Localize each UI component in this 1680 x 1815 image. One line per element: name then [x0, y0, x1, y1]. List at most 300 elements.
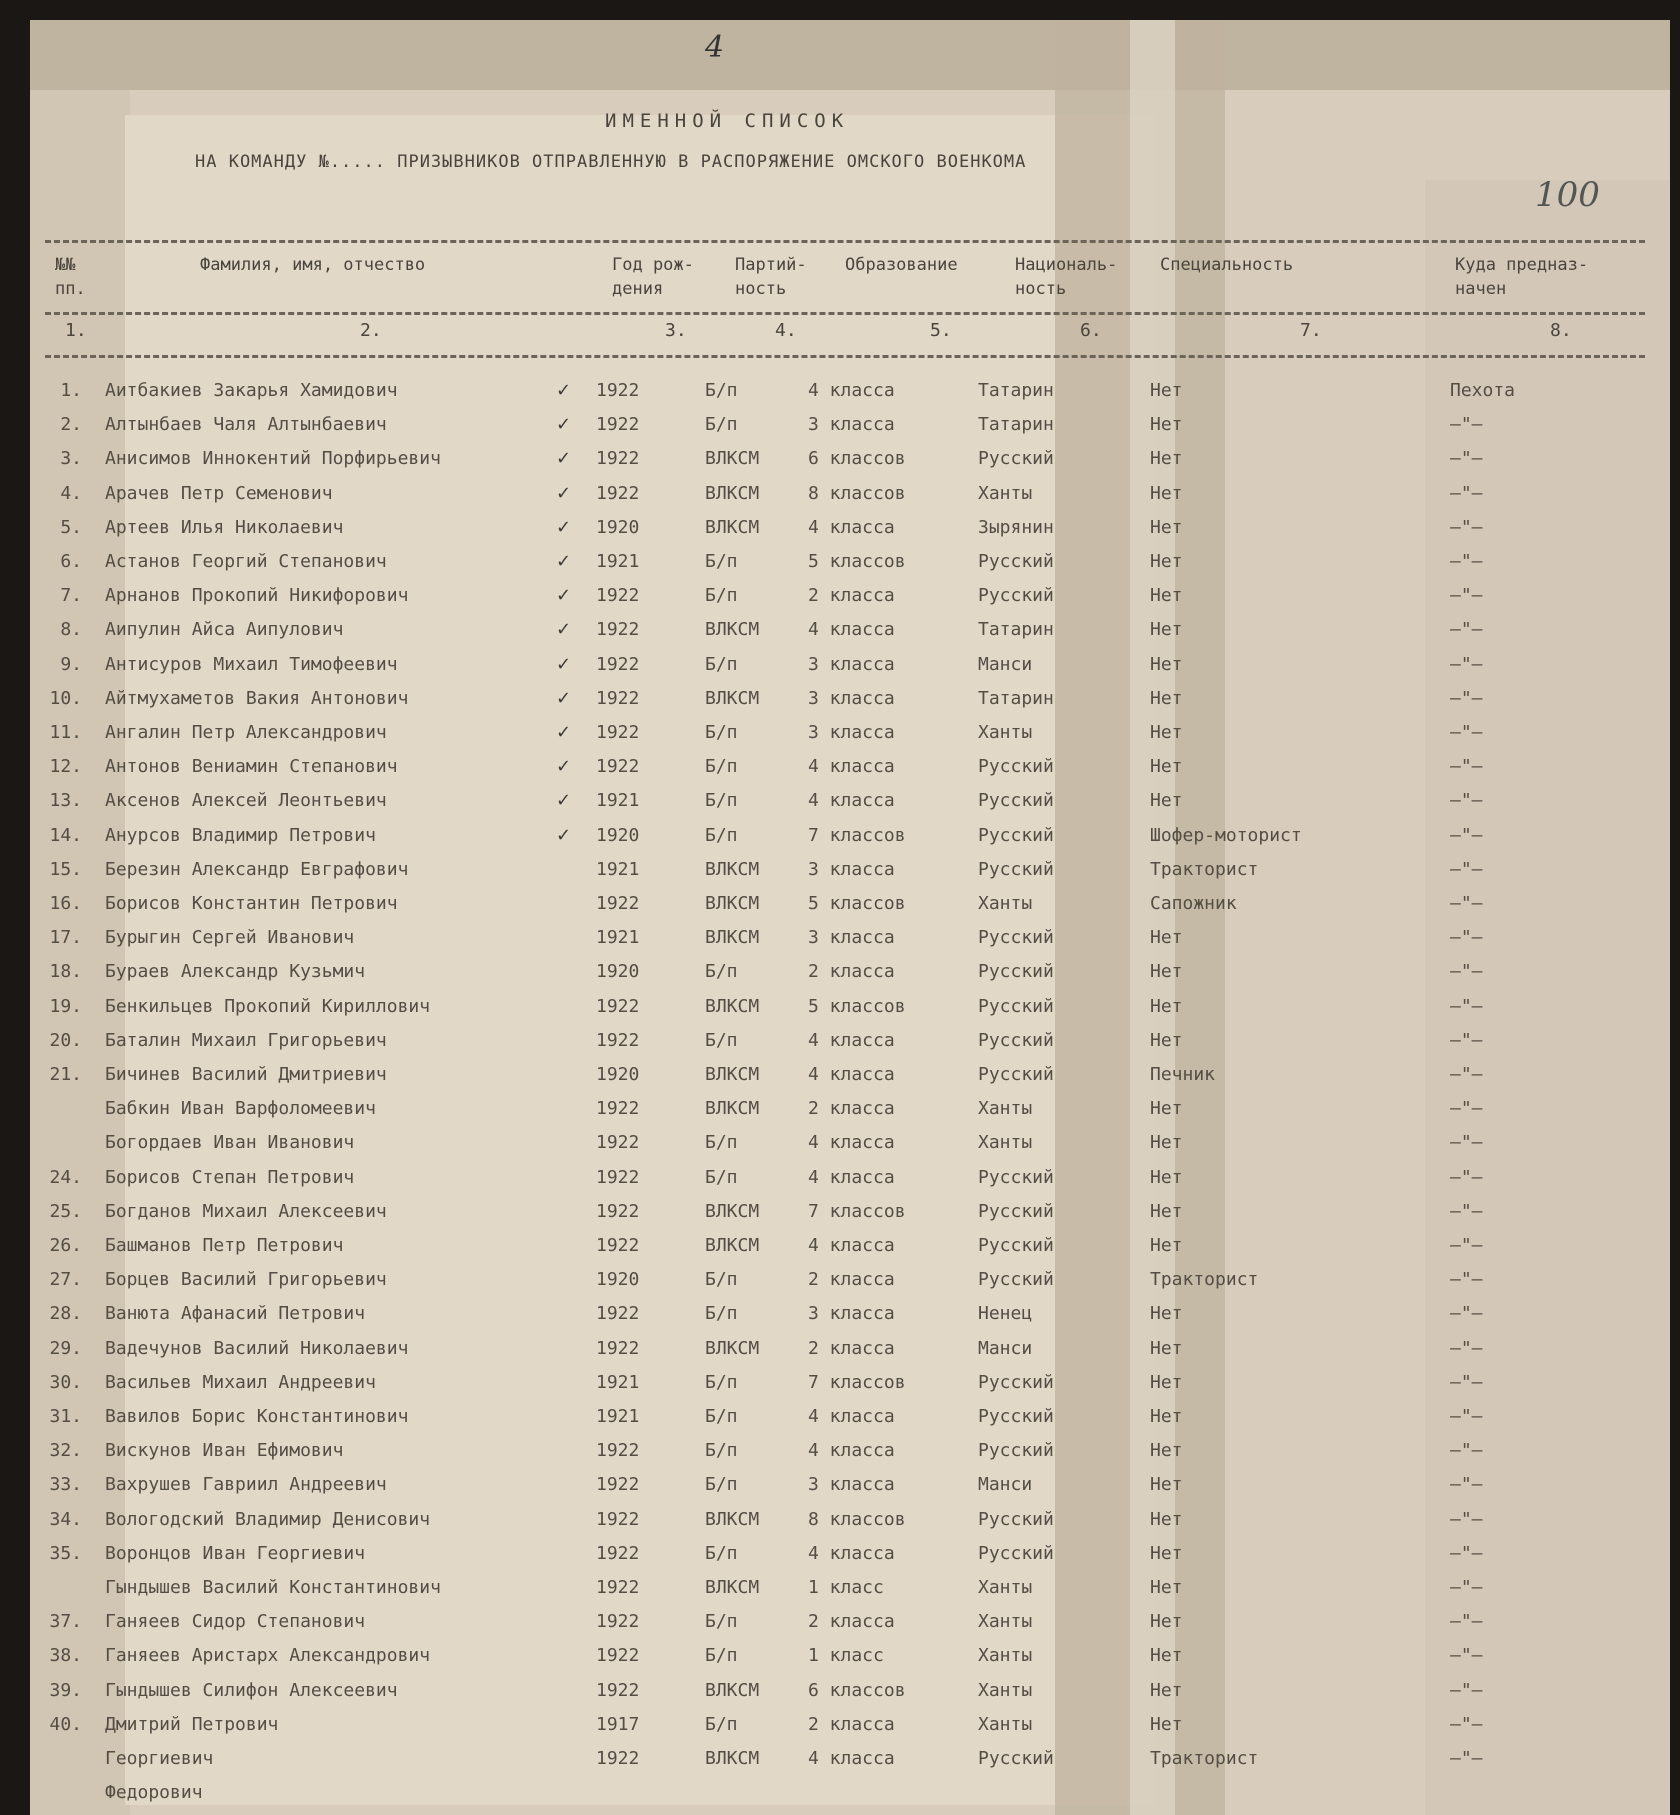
row-specialty: Тракторист	[1150, 1269, 1259, 1291]
row-checkmark: ✓	[556, 722, 572, 743]
top-tape	[30, 20, 1670, 90]
col-header-nat: Националь- ность	[1015, 255, 1118, 299]
row-number: 17.	[49, 927, 82, 949]
row-nationality: Зырянин	[978, 516, 1054, 538]
row-nationality: Русский	[978, 1269, 1054, 1291]
row-name: Вологодский Владимир Денисович	[105, 1508, 431, 1530]
row-number: 26.	[49, 1235, 82, 1256]
row-nationality: Ханты	[978, 1645, 1033, 1667]
row-specialty: Нет	[1150, 1406, 1183, 1427]
row-nationality: Русский	[978, 1166, 1054, 1188]
table-row	[0, 380, 1680, 410]
row-checkmark: ✓	[556, 619, 572, 641]
row-education: 7 классов	[808, 1371, 906, 1393]
row-destination: —"—	[1450, 995, 1483, 1017]
row-specialty: Нет	[1150, 619, 1183, 641]
row-destination: —"—	[1450, 722, 1483, 743]
table-row	[0, 961, 1680, 991]
row-name: Анисимов Иннокентий Порфирьевич	[105, 448, 441, 470]
row-checkmark: ✓	[556, 516, 572, 538]
row-destination: —"—	[1450, 448, 1483, 470]
row-name: Баталин Михаил Григорьевич	[105, 1029, 387, 1051]
table-row	[0, 1782, 1680, 1812]
rule-bottom	[45, 355, 1645, 358]
row-education: 7 классов	[808, 824, 906, 846]
row-destination: —"—	[1450, 687, 1483, 709]
row-name: Аксенов Алексей Леонтьевич	[105, 790, 387, 812]
row-party: ВЛКСМ	[705, 1200, 760, 1222]
row-birth-year: 1922	[596, 687, 640, 709]
colnum-4: 4.	[775, 320, 797, 341]
row-education: 4 класса	[808, 1440, 895, 1462]
row-destination: —"—	[1450, 756, 1483, 778]
row-specialty: Сапожник	[1150, 893, 1237, 914]
row-checkmark: ✓	[556, 380, 572, 401]
row-name: Айтмухаметов Вакия Антонович	[105, 687, 409, 709]
row-specialty: Тракторист	[1150, 858, 1259, 880]
row-nationality: Русский	[978, 790, 1054, 812]
row-education: 3 класса	[808, 927, 895, 949]
row-education: 4 класса	[808, 1132, 895, 1154]
row-destination: —"—	[1450, 1200, 1483, 1222]
row-destination: —"—	[1450, 1235, 1483, 1256]
table-row	[0, 722, 1680, 752]
row-specialty: Нет	[1150, 1098, 1183, 1120]
table-row	[0, 1269, 1680, 1299]
row-specialty: Нет	[1150, 687, 1183, 709]
row-number: 18.	[49, 961, 82, 983]
row-party: Б/п	[705, 551, 738, 572]
row-party: Б/п	[705, 1713, 738, 1735]
row-party: Б/п	[705, 1269, 738, 1291]
row-destination: —"—	[1450, 1166, 1483, 1188]
row-name: Борисов Степан Петрович	[105, 1166, 355, 1188]
row-nationality: Манси	[978, 653, 1033, 675]
row-party: Б/п	[705, 1371, 738, 1393]
table-row	[0, 927, 1680, 957]
row-party: ВЛКСМ	[705, 893, 760, 914]
row-party: Б/п	[705, 1303, 738, 1325]
row-number: 25.	[49, 1200, 82, 1222]
row-nationality: Русский	[978, 1371, 1054, 1393]
row-nationality: Русский	[978, 961, 1054, 983]
row-party: ВЛКСМ	[705, 516, 760, 538]
col-header-party: Партий- ность	[735, 255, 807, 299]
row-specialty: Нет	[1150, 1029, 1183, 1051]
row-nationality: Татарин	[978, 687, 1054, 709]
table-row	[0, 688, 1680, 718]
row-specialty: Нет	[1150, 1303, 1183, 1325]
row-nationality: Ханты	[978, 893, 1033, 914]
row-birth-year: 1922	[596, 995, 640, 1017]
row-education: 3 класса	[808, 1474, 895, 1496]
row-checkmark: ✓	[556, 824, 572, 846]
row-name: Вавилов Борис Константинович	[105, 1406, 409, 1427]
row-nationality: Русский	[978, 1029, 1054, 1051]
row-party: ВЛКСМ	[705, 1679, 760, 1701]
row-education: 1 класс	[808, 1645, 884, 1667]
row-birth-year: 1920	[596, 516, 640, 538]
row-education: 4 класса	[808, 1235, 895, 1256]
row-specialty: Нет	[1150, 380, 1183, 401]
row-name: Гындышев Силифон Алексеевич	[105, 1679, 398, 1701]
row-name: Васильев Михаил Андреевич	[105, 1371, 376, 1393]
row-number: 30.	[49, 1371, 82, 1393]
table-row	[0, 1303, 1680, 1333]
row-party: Б/п	[705, 1611, 738, 1633]
row-specialty: Нет	[1150, 1713, 1183, 1735]
row-party: ВЛКСМ	[705, 927, 760, 949]
table-row	[0, 414, 1680, 444]
row-specialty: Нет	[1150, 790, 1183, 812]
colnum-6: 6.	[1080, 320, 1102, 341]
row-number: 2.	[60, 414, 82, 436]
row-nationality: Русский	[978, 448, 1054, 470]
row-destination: —"—	[1450, 1132, 1483, 1154]
row-nationality: Татарин	[978, 619, 1054, 641]
row-birth-year: 1921	[596, 1406, 640, 1427]
table-row	[0, 1064, 1680, 1094]
row-number: 19.	[49, 995, 82, 1017]
row-number: 28.	[49, 1303, 82, 1325]
row-specialty: Нет	[1150, 961, 1183, 983]
row-nationality: Русский	[978, 1748, 1054, 1769]
row-checkmark: ✓	[556, 551, 572, 572]
row-nationality: Русский	[978, 858, 1054, 880]
row-education: 8 классов	[808, 482, 906, 504]
row-destination: —"—	[1450, 1679, 1483, 1701]
row-destination: —"—	[1450, 653, 1483, 675]
row-education: 2 класса	[808, 585, 895, 607]
row-specialty: Шофер-моторист	[1150, 824, 1302, 846]
row-nationality: Ханты	[978, 1611, 1033, 1633]
row-name: Башманов Петр Петрович	[105, 1235, 344, 1256]
row-name: Аипулин Айса Аипулович	[105, 619, 344, 641]
row-checkmark: ✓	[556, 414, 572, 436]
table-row	[0, 1201, 1680, 1231]
row-name: Ванюта Афанасий Петрович	[105, 1303, 366, 1325]
row-destination: Пехота	[1450, 380, 1516, 401]
row-education: 4 класса	[808, 1029, 895, 1051]
row-party: Б/п	[705, 1440, 738, 1462]
row-party: ВЛКСМ	[705, 619, 760, 641]
table-row	[0, 517, 1680, 547]
row-specialty: Нет	[1150, 585, 1183, 607]
row-birth-year: 1922	[596, 1303, 640, 1325]
row-name: Арнанов Прокопий Никифорович	[105, 585, 409, 607]
row-name: Антонов Вениамин Степанович	[105, 756, 398, 778]
row-education: 7 классов	[808, 1200, 906, 1222]
row-destination: —"—	[1450, 1474, 1483, 1496]
row-destination: —"—	[1450, 1440, 1483, 1462]
row-number: 32.	[49, 1440, 82, 1462]
row-destination: —"—	[1450, 551, 1483, 572]
row-education: 4 класса	[808, 619, 895, 641]
row-number: 40.	[49, 1713, 82, 1735]
row-birth-year: 1920	[596, 1269, 640, 1291]
row-party: Б/п	[705, 824, 738, 846]
row-nationality: Ханты	[978, 1098, 1033, 1120]
row-destination: —"—	[1450, 1645, 1483, 1667]
row-party: ВЛКСМ	[705, 858, 760, 880]
row-birth-year: 1922	[596, 1542, 640, 1564]
row-number: 21.	[49, 1064, 82, 1085]
row-nationality: Ханты	[978, 1577, 1033, 1598]
table-row	[0, 1372, 1680, 1402]
row-party: ВЛКСМ	[705, 482, 760, 504]
row-specialty: Печник	[1150, 1064, 1216, 1085]
row-education: 3 класса	[808, 653, 895, 675]
row-destination: —"—	[1450, 1029, 1483, 1051]
row-birth-year: 1922	[596, 1098, 640, 1120]
row-party: Б/п	[705, 653, 738, 675]
row-education: 2 класса	[808, 1713, 895, 1735]
colnum-1: 1.	[65, 320, 87, 341]
row-nationality: Русский	[978, 1235, 1054, 1256]
table-row	[0, 585, 1680, 615]
row-party: Б/п	[705, 380, 738, 401]
row-destination: —"—	[1450, 1748, 1483, 1769]
row-destination: —"—	[1450, 516, 1483, 538]
row-nationality: Русский	[978, 585, 1054, 607]
row-specialty: Нет	[1150, 927, 1183, 949]
row-number: 14.	[49, 824, 82, 846]
table-row	[0, 1440, 1680, 1470]
table-row	[0, 1611, 1680, 1641]
row-specialty: Нет	[1150, 482, 1183, 504]
row-birth-year: 1922	[596, 653, 640, 675]
row-specialty: Нет	[1150, 1371, 1183, 1393]
row-name: Вадечунов Василий Николаевич	[105, 1337, 409, 1359]
row-nationality: Татарин	[978, 414, 1054, 436]
row-destination: —"—	[1450, 1303, 1483, 1325]
row-party: Б/п	[705, 414, 738, 436]
row-destination: —"—	[1450, 927, 1483, 949]
row-birth-year: 1920	[596, 824, 640, 846]
row-checkmark: ✓	[556, 585, 572, 607]
row-birth-year: 1922	[596, 1166, 640, 1188]
table-row	[0, 551, 1680, 581]
row-nationality: Русский	[978, 1508, 1054, 1530]
row-party: Б/п	[705, 790, 738, 812]
row-specialty: Нет	[1150, 756, 1183, 778]
col-header-spec: Специальность	[1160, 255, 1294, 275]
row-nationality: Татарин	[978, 380, 1054, 401]
row-number: 1.	[60, 380, 82, 401]
row-name: Бенкильцев Прокопий Кириллович	[105, 995, 431, 1017]
row-nationality: Ханты	[978, 722, 1033, 743]
row-birth-year: 1922	[596, 756, 640, 778]
colnum-3: 3.	[665, 320, 687, 341]
folio-number: 100	[1535, 175, 1600, 215]
row-destination: —"—	[1450, 1098, 1483, 1120]
row-name: Вискунов Иван Ефимович	[105, 1440, 344, 1462]
row-birth-year: 1922	[596, 1611, 640, 1633]
row-party: ВЛКСМ	[705, 1337, 760, 1359]
row-birth-year: 1920	[596, 961, 640, 983]
row-party: ВЛКСМ	[705, 1235, 760, 1256]
row-birth-year: 1922	[596, 1508, 640, 1530]
row-name: Березин Александр Евграфович	[105, 858, 409, 880]
row-checkmark: ✓	[556, 448, 572, 470]
row-number: 33.	[49, 1474, 82, 1496]
table-row	[0, 893, 1680, 923]
row-number: 4.	[60, 482, 82, 504]
row-birth-year: 1921	[596, 1371, 640, 1393]
row-nationality: Манси	[978, 1337, 1033, 1359]
row-education: 4 класса	[808, 380, 895, 401]
row-number: 37.	[49, 1611, 82, 1633]
colnum-5: 5.	[930, 320, 952, 341]
row-education: 3 класса	[808, 1303, 895, 1325]
row-name: Вахрушев Гавриил Андреевич	[105, 1474, 387, 1496]
row-specialty: Нет	[1150, 1337, 1183, 1359]
row-birth-year: 1921	[596, 551, 640, 572]
table-row	[0, 1680, 1680, 1710]
row-name: Воронцов Иван Георгиевич	[105, 1542, 366, 1564]
row-birth-year: 1922	[596, 1748, 640, 1769]
row-checkmark: ✓	[556, 756, 572, 778]
table-row	[0, 654, 1680, 684]
col-header-edu: Образование	[845, 255, 958, 275]
row-party: Б/п	[705, 1542, 738, 1564]
row-checkmark: ✓	[556, 653, 572, 675]
row-number: 10.	[49, 687, 82, 709]
row-birth-year: 1922	[596, 482, 640, 504]
row-birth-year: 1922	[596, 380, 640, 401]
row-name: Дмитрий Петрович	[105, 1713, 279, 1735]
row-education: 6 классов	[808, 1679, 906, 1701]
row-education: 2 класса	[808, 1098, 895, 1120]
row-specialty: Тракторист	[1150, 1748, 1259, 1769]
table-row	[0, 1645, 1680, 1675]
colnum-2: 2.	[360, 320, 382, 341]
row-birth-year: 1922	[596, 1577, 640, 1598]
row-birth-year: 1922	[596, 1679, 640, 1701]
row-nationality: Русский	[978, 551, 1054, 572]
row-destination: —"—	[1450, 961, 1483, 983]
row-education: 2 класса	[808, 1611, 895, 1633]
table-row	[0, 859, 1680, 889]
row-checkmark: ✓	[556, 482, 572, 504]
page-mark: 4	[705, 30, 725, 65]
row-name: Бурыгин Сергей Иванович	[105, 927, 355, 949]
row-specialty: Нет	[1150, 722, 1183, 743]
table-row	[0, 1474, 1680, 1504]
row-name: Антисуров Михаил Тимофеевич	[105, 653, 398, 675]
table-row	[0, 790, 1680, 820]
row-birth-year: 1922	[596, 1474, 640, 1496]
row-education: 4 класса	[808, 1166, 895, 1188]
table-row	[0, 996, 1680, 1026]
row-specialty: Нет	[1150, 516, 1183, 538]
row-education: 3 класса	[808, 687, 895, 709]
row-name: Ангалин Петр Александрович	[105, 722, 387, 743]
row-education: 4 класса	[808, 1748, 895, 1769]
row-number: 12.	[49, 756, 82, 778]
row-birth-year: 1922	[596, 414, 640, 436]
row-nationality: Манси	[978, 1474, 1033, 1496]
row-destination: —"—	[1450, 619, 1483, 641]
row-specialty: Нет	[1150, 1166, 1183, 1188]
row-birth-year: 1922	[596, 722, 640, 743]
row-party: ВЛКСМ	[705, 687, 760, 709]
table-row	[0, 1235, 1680, 1265]
row-number: 38.	[49, 1645, 82, 1667]
row-party: ВЛКСМ	[705, 1064, 760, 1085]
col-header-num: №№ пп.	[55, 255, 86, 299]
row-destination: —"—	[1450, 585, 1483, 607]
row-destination: —"—	[1450, 1337, 1483, 1359]
table-row	[0, 756, 1680, 786]
row-specialty: Нет	[1150, 1508, 1183, 1530]
row-specialty: Нет	[1150, 448, 1183, 470]
row-name: Федорович	[105, 1782, 203, 1804]
row-party: Б/п	[705, 1406, 738, 1427]
row-education: 4 класса	[808, 1542, 895, 1564]
row-education: 3 класса	[808, 858, 895, 880]
row-destination: —"—	[1450, 1542, 1483, 1564]
row-party: ВЛКСМ	[705, 1748, 760, 1769]
rule-mid	[45, 312, 1645, 315]
row-birth-year: 1921	[596, 927, 640, 949]
row-name: Алтынбаев Чаля Алтынбаевич	[105, 414, 387, 436]
row-nationality: Русский	[978, 1200, 1054, 1222]
row-destination: —"—	[1450, 824, 1483, 846]
row-nationality: Ханты	[978, 1679, 1033, 1701]
document-title: ИМЕННОЙ СПИСОК	[605, 110, 850, 132]
row-birth-year: 1920	[596, 1064, 640, 1085]
row-education: 2 класса	[808, 961, 895, 983]
row-destination: —"—	[1450, 1269, 1483, 1291]
row-education: 4 класса	[808, 1406, 895, 1427]
row-number: 35.	[49, 1542, 82, 1564]
table-row	[0, 1577, 1680, 1607]
table-row	[0, 448, 1680, 478]
row-party: ВЛКСМ	[705, 1577, 760, 1598]
row-specialty: Нет	[1150, 1474, 1183, 1496]
row-destination: —"—	[1450, 1064, 1483, 1085]
row-party: Б/п	[705, 1166, 738, 1188]
document-subtitle: НА КОМАНДУ №..... ПРИЗЫВНИКОВ ОТПРАВЛЕННУЮ В РАСПОРЯЖЕНИЕ ОМСКОГО ВОЕНКОМА	[195, 152, 1027, 172]
row-education: 2 класса	[808, 1269, 895, 1291]
row-number: 29.	[49, 1337, 82, 1359]
row-party: Б/п	[705, 1474, 738, 1496]
row-party: ВЛКСМ	[705, 448, 760, 470]
row-specialty: Нет	[1150, 653, 1183, 675]
row-number: 15.	[49, 858, 82, 880]
row-education: 4 класса	[808, 516, 895, 538]
row-birth-year: 1922	[596, 619, 640, 641]
row-specialty: Нет	[1150, 1200, 1183, 1222]
row-birth-year: 1922	[596, 1645, 640, 1667]
row-nationality: Русский	[978, 927, 1054, 949]
row-destination: —"—	[1450, 893, 1483, 914]
col-header-year: Год рож- дения	[612, 255, 694, 299]
row-nationality: Ханты	[978, 1713, 1033, 1735]
table-row	[0, 1167, 1680, 1197]
row-party: Б/п	[705, 756, 738, 778]
row-name: Ганяеев Аристарх Александрович	[105, 1645, 431, 1667]
row-specialty: Нет	[1150, 1645, 1183, 1667]
row-nationality: Русский	[978, 1406, 1054, 1427]
row-birth-year: 1921	[596, 790, 640, 812]
row-name: Бураев Александр Кузьмич	[105, 961, 366, 983]
row-name: Гындышев Василий Константинович	[105, 1577, 441, 1598]
row-destination: —"—	[1450, 414, 1483, 436]
row-nationality: Ненец	[978, 1303, 1033, 1325]
row-name: Артеев Илья Николаевич	[105, 516, 344, 538]
